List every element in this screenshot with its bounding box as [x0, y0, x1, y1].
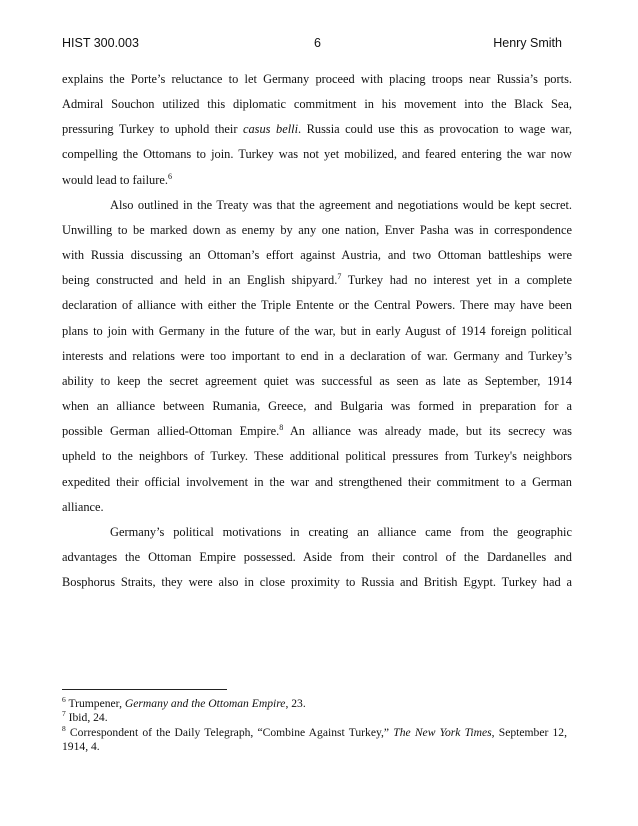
text-line: pressuring Turkey to uphold their casus belli. Russia could use this as provocation to wage war, [62, 122, 573, 137]
text-line: compelling the Ottomans to join. Turkey was not yet mobilized, and feared entering the war now [62, 147, 572, 162]
footnotes [62, 697, 567, 754]
page-number: 6 [314, 36, 321, 50]
text-line: advantages the Ottoman Empire possessed. Aside from their control of the Dardanelles and [62, 549, 572, 564]
text-line: Bosphorus Straits, they were also in close proximity to Russia and British Egypt. Turkey had a [62, 575, 572, 590]
footnote-separator [62, 689, 227, 690]
text-line: possible German allied-Ottoman Empire.$^8$ An alliance was already made, but its secrecy was [62, 423, 572, 439]
text-line: would lead to failure.$^6$ [62, 171, 172, 187]
footnote-ref-6: 6 [167, 171, 172, 181]
footnote-8-continuation: 1914, 4. [62, 739, 100, 753]
text-line: with Russia discussing an Ottoman’s effort against Austria, and two Ottoman battleships were [62, 248, 572, 263]
text-line: Unwilling to be marked down as enemy by any one nation, Enver Pasha was in correspondence [62, 222, 572, 237]
text-line: being constructed and held in an English shipyard.$^7$ Turkey had no interest yet in a complete [62, 272, 572, 288]
citation-title: The New York Times [393, 725, 492, 739]
footnote-6: $^6$ Trumpener, Germany and the Ottoman Empire, 23. [62, 695, 306, 710]
emphasis-casus-belli: casus belli [242, 122, 299, 137]
text-line: plans to join with Germany in the future of the war, but in early August of 1914 foreign political [62, 323, 572, 338]
paragraph-start-line: Also outlined in the Treaty was that the agreement and negotiations would be kept secret. [110, 197, 572, 212]
footnote-ref-7: 7 [337, 272, 342, 282]
footnote-8: $^8$ Correspondent of the Daily Telegraph, “Combine Against Turkey,” The New York Times, September 12, [62, 723, 567, 739]
page-header [62, 36, 562, 56]
text-line: Admiral Souchon utilized this diplomatic commitment in his movement into the Black Sea, [62, 97, 572, 112]
author-name: Henry Smith [493, 36, 562, 50]
footnote-7: $^7$ Ibid, 24. [62, 709, 108, 725]
text-line: declaration of alliance with either the Triple Entente or the Central Powers. There may have been [62, 298, 572, 313]
course-code: HIST 300.003 [62, 36, 139, 50]
text-line: alliance. [62, 499, 104, 514]
text-line: explains the Porte’s reluctance to let Germany proceed with placing troops near Russia’s ports. [62, 72, 572, 86]
text-line: upheld to the neighbors of Turkey. These additional political pressures from Turkey's neighbors [62, 449, 572, 464]
text-line: ability to keep the secret agreement quiet was successful as seen as late as September, 1914 [62, 373, 572, 388]
text-line: expedited their official involvement in the war and strengthened their commitment to a German [62, 474, 572, 489]
text-line: interests and relations were too important to end in a declaration of war. Germany and Turkey’s [62, 348, 572, 363]
citation-title: Germany and the Ottoman Empire [124, 697, 286, 710]
footnote-ref-8: 8 [279, 423, 284, 433]
text-line: when an alliance between Rumania, Greece, and Bulgaria was formed in preparation for a [62, 399, 572, 414]
paragraph-start-line: Germany’s political motivations in creating an alliance came from the geographic [110, 524, 572, 539]
body-text [62, 67, 572, 595]
